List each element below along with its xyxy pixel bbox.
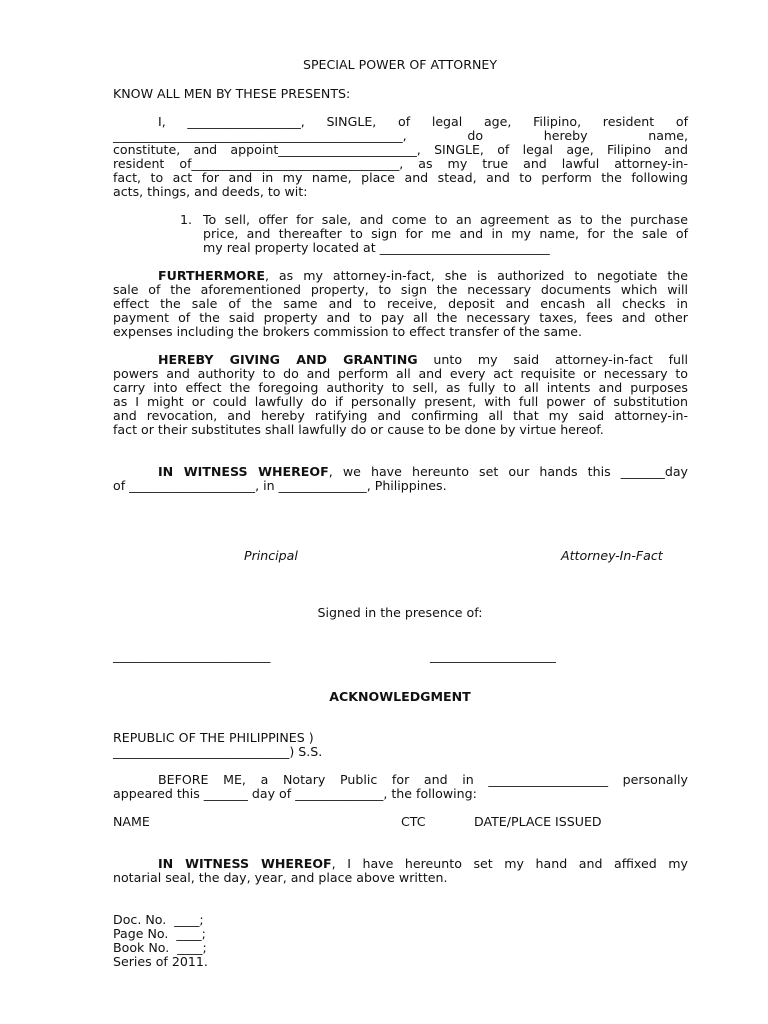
item-line-2: price, and thereafter to sign for me and in my name, for the sale of — [203, 226, 688, 241]
p1-line-5: fact, to act for and in my name, place and stead, and to perform the following — [113, 170, 688, 185]
item-line-3: my real property located at ___________________________ — [203, 240, 550, 255]
p2-line-2: sale of the aforementioned property, to sign the necessary documents which will — [113, 282, 688, 297]
col-ctc: CTC — [401, 814, 426, 829]
p3-line-1-text: unto my said attorney-in-fact full — [417, 352, 688, 367]
item-line-1: To sell, offer for sale, and come to an agreement as to the purchase — [203, 212, 688, 227]
p1-line-3: constitute, and appoint______________________, SINGLE, of legal age, Filipino and — [113, 142, 688, 157]
p4-line-2: of ____________________, in ______________, Philippines. — [113, 478, 447, 493]
venue-line-1: REPUBLIC OF THE PHILIPPINES ) — [113, 730, 314, 745]
p3-line-2: powers and authority to do and perform all and every act requisite or necessary to — [113, 366, 688, 381]
item-number: 1. — [180, 212, 193, 227]
witness-line-left: _________________________ — [113, 648, 271, 663]
intro-line: KNOW ALL MEN BY THESE PRESENTS: — [113, 86, 351, 101]
p5-line-2: appeared this _______ day of ______________, the following: — [113, 786, 477, 801]
principal-label-text: Principal — [244, 548, 298, 563]
acknowledgment-title: ACKNOWLEDGMENT — [329, 689, 471, 704]
p3-line-5: and revocation, and hereby ratifying and confirming all that my said attorney-in- — [113, 408, 688, 423]
p6-lead: IN WITNESS WHEREOF — [158, 856, 332, 871]
p6-line-2: notarial seal, the day, year, and place above written. — [113, 870, 448, 885]
p1-line-2: ______________________________________________, do hereby name, — [113, 128, 688, 143]
p3-line-4: as I might or could lawfully do if personally present, with full power of substitution — [113, 394, 688, 409]
p1-line-6: acts, things, and deeds, to wit: — [113, 184, 308, 199]
p3-line-6: fact or their substitutes shall lawfully do or cause to be done by virtue hereof. — [113, 422, 604, 437]
col-date-place: DATE/PLACE ISSUED — [474, 814, 602, 829]
principal-label — [244, 549, 298, 563]
presence-text: Signed in the presence of: — [317, 605, 483, 620]
p2-line-4: payment of the said property and to pay all the necessary taxes, fees and other — [113, 310, 688, 325]
p2-line-3: effect the sale of the same and to receive, deposit and encash all checks in — [113, 296, 688, 311]
doc-no: Doc. No. ____; — [113, 912, 204, 927]
p2-line-5: expenses including the brokers commission to effect transfer of the same. — [113, 324, 583, 339]
attorney-label — [561, 549, 663, 563]
p5-line-1: BEFORE ME, a Notary Public for and in ___________________ personally — [158, 772, 688, 787]
p6-line-1-text: , I have hereunto set my hand and affixed my — [331, 856, 689, 871]
page-no: Page No. ____; — [113, 926, 206, 941]
book-no: Book No. ____; — [113, 940, 207, 955]
venue-line-2: ____________________________) S.S. — [113, 744, 323, 759]
document-title: SPECIAL POWER OF ATTORNEY — [302, 57, 498, 72]
p1-line-4: resident of_________________________________, as my true and lawful attorney-in- — [113, 156, 688, 171]
p4-lead: IN WITNESS WHEREOF — [158, 464, 329, 479]
p3-lead: HEREBY GIVING AND GRANTING — [158, 352, 418, 367]
p4-line-1-text: , we have hereunto set our hands this _______day — [328, 464, 688, 479]
p3-line-3: carry into effect the foregoing authority to sell, as fully to all intents and purposes — [113, 380, 688, 395]
p2-lead: FURTHERMORE — [158, 268, 265, 283]
attorney-label-text: Attorney-In-Fact — [561, 548, 663, 563]
series-line: Series of 2011. — [113, 954, 208, 969]
col-name: NAME — [113, 814, 150, 829]
p2-line-1-text: , as my attorney-in-fact, she is authorized to negotiate the — [264, 268, 688, 283]
p1-line-1: I, __________________, SINGLE, of legal age, Filipino, resident of — [158, 114, 688, 129]
witness-line-right: ____________________ — [430, 648, 556, 663]
